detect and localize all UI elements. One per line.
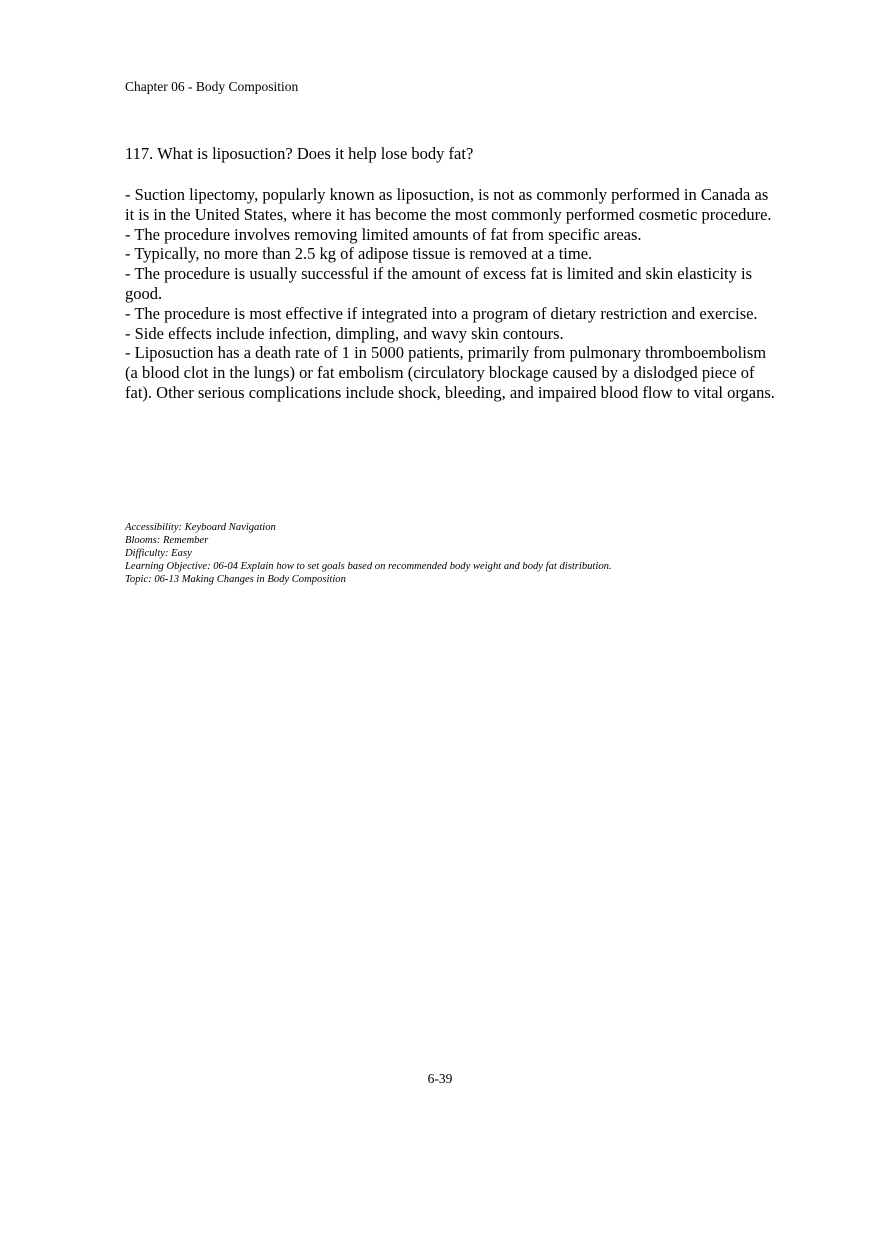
question-metadata bbox=[125, 521, 775, 586]
meta-topic: Topic: 06-13 Making Changes in Body Composition bbox=[125, 574, 346, 585]
answer-point: - Typically, no more than 2.5 kg of adipose tissue is removed at a time. bbox=[125, 244, 593, 264]
answer-point: - Suction lipectomy, popularly known as liposuction, is not as commonly performed in Canada as it is in the United States, where it has become the most commonly performed cosmetic procedure. bbox=[125, 185, 772, 224]
meta-accessibility: Accessibility: Keyboard Navigation bbox=[125, 522, 276, 533]
answer-point: - Liposuction has a death rate of 1 in 5000 patients, primarily from pulmonary thromboembolism (a blood clot in the lungs) or fat embolism (circulatory blockage caused by a dislodged piece of fat). Other serious complications include shock, bleeding, and impaired blood flow to vital organs. bbox=[125, 343, 775, 402]
chapter-header: Chapter 06 - Body Composition bbox=[125, 79, 299, 94]
page-number: 6-39 bbox=[427, 1071, 453, 1086]
question-text: 117. What is liposuction? Does it help lose body fat? bbox=[125, 144, 474, 163]
meta-difficulty: Difficulty: Easy bbox=[125, 548, 192, 559]
answer-point: - The procedure involves removing limited amounts of fat from specific areas. bbox=[125, 224, 642, 244]
meta-blooms: Blooms: Remember bbox=[125, 535, 209, 546]
answer-point: - The procedure is most effective if integrated into a program of dietary restriction and exercise. bbox=[125, 303, 758, 323]
answer-body bbox=[125, 185, 775, 403]
meta-learning-objective: Learning Objective: 06-04 Explain how to set goals based on recommended body weight and body fat distribution. bbox=[125, 561, 612, 572]
answer-point: - Side effects include infection, dimpling, and wavy skin contours. bbox=[125, 323, 564, 343]
answer-point: - The procedure is usually successful if the amount of excess fat is limited and skin elasticity is good. bbox=[125, 264, 752, 303]
